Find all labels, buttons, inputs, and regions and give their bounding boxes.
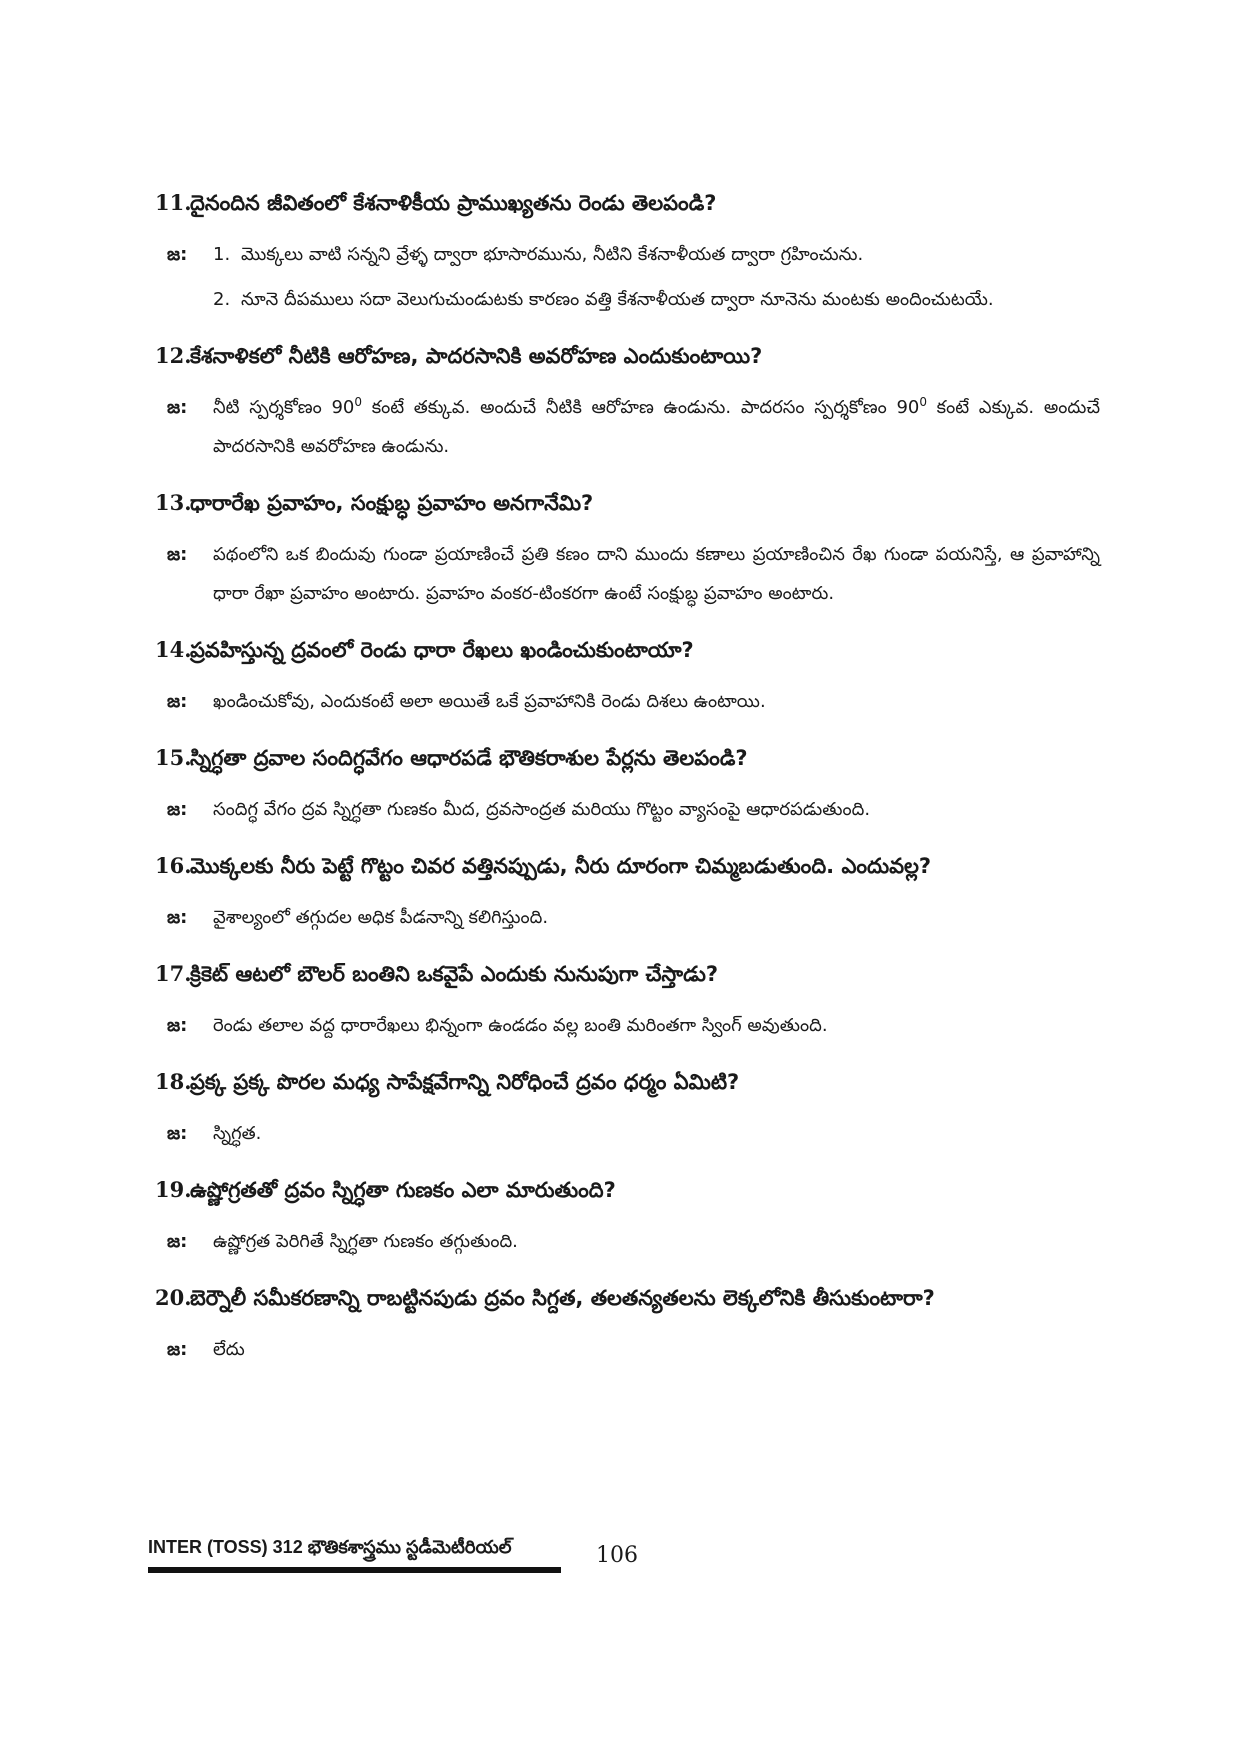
answer-text-part: కంటే తక్కువ. అందుచే నీటికి ఆరోహణ ఉండును. పాదరసం స్పర్శకోణం 90 (362, 397, 920, 418)
degree-superscript: 0 (354, 395, 362, 409)
point-text: మొక్కలు వాటి సన్నని వ్రేళ్ళ ద్వారా భూసారమును, నీటిని కేశనాళీయత ద్వారా గ్రహించును. (241, 244, 864, 265)
answer-text: రెండు తలాల వద్ద ధారారేఖలు భిన్నంగా ఉండడం వల్ల బంతి మరింతగా స్వింగ్ అవుతుంది. (213, 1015, 828, 1036)
answer-text: లేదు (213, 1339, 245, 1360)
question-number: 14. (155, 637, 192, 662)
question-15 (155, 743, 1100, 773)
answer-text: సందిగ్ధ వేగం ద్రవ స్నిగ్ధతా గుణకం మీద, ద్రవసాంద్రత మరియు గొట్టం వ్యాసంపై ఆధారపడుతుంది. (213, 799, 871, 820)
question-text: ధారారేఖ ప్రవాహం, సంక్షుబ్ధ ప్రవాహం అనగానేమి? (190, 491, 594, 515)
question-18 (155, 1067, 1100, 1097)
question-14 (155, 635, 1100, 665)
page-number: 106 (596, 1543, 638, 1568)
answer-text: వైశాల్యంలో తగ్గుదల అధిక పీడనాన్ని కలిగిస్తుంది. (213, 907, 549, 928)
answer-marker: జ: (167, 1231, 188, 1252)
point-text: నూనె దీపములు సదా వెలుగుచుండుటకు కారణం వత్తి కేశనాళీయత ద్వారా నూనెను మంటకు అందించుటయే. (241, 289, 994, 310)
qa-content (155, 188, 1100, 1391)
answer-text: పథంలోని ఒక బిందువు గుండా ప్రయాణించే ప్రతి కణం దాని ముందు కణాలు ప్రయాణించిన రేఖ గుండా పయనిస్తే, ఆ ప్రవాహాన్ని ధారా రేఖా ప్రవాహం అంటారు. ప్రవాహం వంకర-టింకరగా ఉంటే సంక్షుబ్ధ ప్రవాహం అంటారు. (213, 544, 1100, 604)
answer-marker: జ: (167, 799, 188, 820)
answer-19 (155, 1222, 1100, 1261)
question-12 (155, 341, 1100, 371)
question-number: 16. (155, 853, 192, 878)
answer-18 (155, 1114, 1100, 1153)
answer-point (213, 280, 1100, 319)
question-number: 18. (155, 1069, 192, 1094)
page-footer (148, 1537, 1108, 1597)
question-text: క్రికెట్ ఆటలో బౌలర్ బంతిని ఒకవైపే ఎందుకు నునుపుగా చేస్తాడు? (190, 962, 719, 986)
question-number: 12. (155, 343, 192, 368)
question-16 (155, 851, 1100, 881)
question-13 (155, 488, 1100, 518)
question-text: బెర్నౌలీ సమీకరణాన్ని రాబట్టినపుడు ద్రవం సిగ్దత, తలతన్యతలను లెక్కలోనికి తీసుకుంటారా? (190, 1286, 935, 1310)
question-number: 17. (155, 961, 192, 986)
question-text: దైనందిన జీవితంలో కేశనాళికీయ ప్రాముఖ్యతను రెండు తెలపండి? (190, 191, 717, 215)
question-17 (155, 959, 1100, 989)
answer-marker: జ: (167, 907, 188, 928)
answer-20 (155, 1330, 1100, 1369)
answer-text: స్నిగ్ధత. (213, 1123, 262, 1144)
question-text: స్నిగ్ధతా ద్రవాల సందిగ్ధవేగం ఆధారపడే భౌతికరాశుల పేర్లను తెలపండి? (190, 746, 748, 770)
answer-marker: జ: (167, 397, 188, 418)
answer-marker: జ: (167, 1339, 188, 1360)
question-number: 15. (155, 745, 192, 770)
answer-16 (155, 898, 1100, 937)
answer-text: ఖండించుకోవు, ఎందుకంటే అలా అయితే ఒకే ప్రవాహానికి రెండు దిశలు ఉంటాయి. (213, 691, 766, 712)
question-number: 13. (155, 490, 192, 515)
question-number: 19. (155, 1177, 192, 1202)
question-20 (155, 1283, 1100, 1313)
footer-title: INTER (TOSS) 312 భౌతికశాస్త్రము స్టడీమెటీరియల్ (148, 1537, 512, 1557)
answer-15 (155, 790, 1100, 829)
answer-12 (155, 388, 1100, 466)
footer-rule (148, 1567, 561, 1573)
answer-marker: జ: (167, 1123, 188, 1144)
question-number: 20. (155, 1285, 192, 1310)
answer-text-part: కంటే ఎక్కువ. అందుచే పాదరసానికి అవరోహణ ఉండును. (213, 397, 1100, 457)
answer-11 (155, 235, 1100, 319)
answer-17 (155, 1006, 1100, 1045)
answer-14 (155, 682, 1100, 721)
answer-text-part: నీటి స్పర్శకోణం 90 (213, 397, 355, 418)
answer-point (213, 235, 1100, 274)
answer-marker: జ: (167, 691, 188, 712)
point-number: 2. (213, 289, 231, 310)
answer-text: ఉష్ణోగ్రత పెరిగితే స్నిగ్ధతా గుణకం తగ్గుతుంది. (213, 1231, 518, 1252)
answer-marker: జ: (167, 1015, 188, 1036)
question-number: 11. (155, 190, 192, 215)
degree-superscript: 0 (919, 395, 927, 409)
question-text: మొక్కలకు నీరు పెట్టే గొట్టం చివర వత్తినప్పుడు, నీరు దూరంగా చిమ్మబడుతుంది. ఎందువల్ల? (190, 854, 932, 878)
question-text: ఉష్ణోగ్రతతో ద్రవం స్నిగ్ధతా గుణకం ఎలా మారుతుంది? (190, 1178, 616, 1202)
question-text: ప్రక్క ప్రక్క పొరల మధ్య సాపేక్షవేగాన్ని నిరోధించే ద్రవం ధర్మం ఏమిటి? (190, 1070, 740, 1094)
question-text: కేశనాళికలో నీటికి ఆరోహణ, పాదరసానికి అవరోహణ ఎందుకుంటాయి? (190, 344, 763, 368)
answer-marker: జ: (167, 244, 188, 265)
question-19 (155, 1175, 1100, 1205)
answer-marker: జ: (167, 544, 188, 565)
question-11 (155, 188, 1100, 218)
question-text: ప్రవహిస్తున్న ద్రవంలో రెండు ధారా రేఖలు ఖండించుకుంటాయా? (190, 638, 694, 662)
answer-13 (155, 535, 1100, 613)
point-number: 1. (213, 244, 231, 265)
